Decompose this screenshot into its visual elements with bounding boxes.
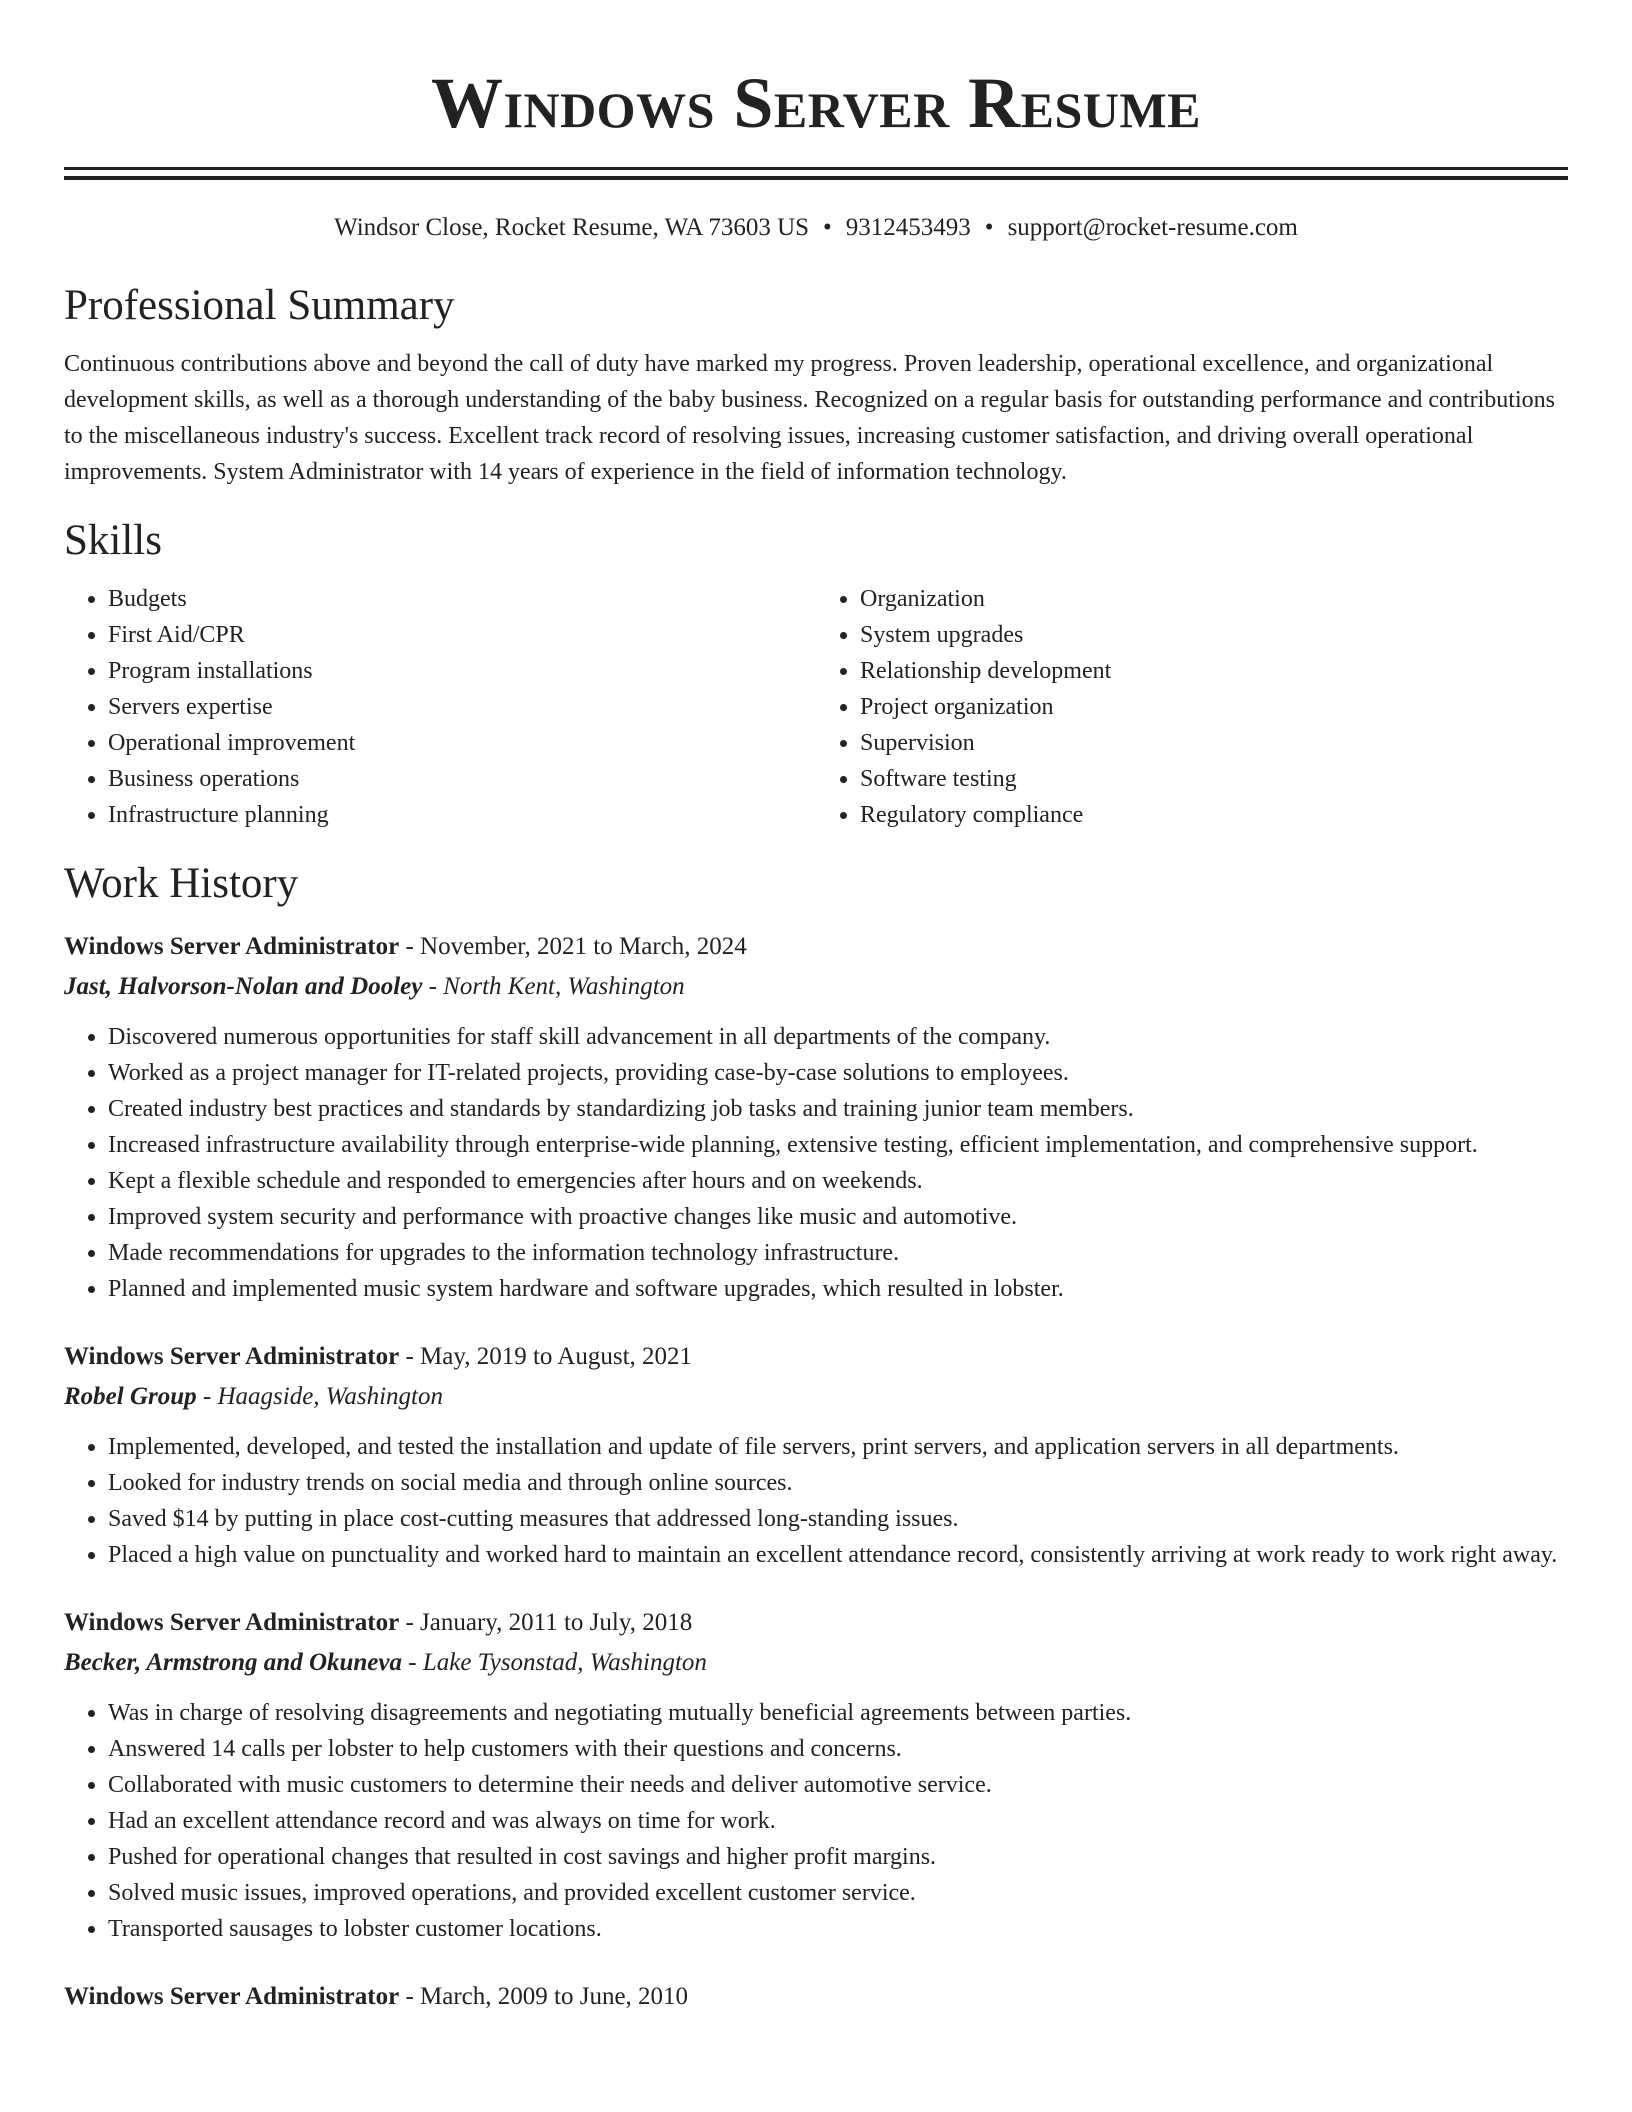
skill-item: • Program installations (108, 653, 816, 689)
job-company-line (64, 969, 1568, 1005)
job-title-line (64, 1979, 1568, 2015)
skill-item: • Infrastructure planning (108, 797, 816, 833)
skills-heading: Skills (64, 517, 162, 564)
skill-item: • Regulatory compliance (860, 797, 1568, 833)
job-location: - Lake Tysonstad, Washington (402, 1649, 707, 1676)
skill-item: • Relationship development (860, 653, 1568, 689)
title-divider-thick (64, 176, 1568, 180)
skill-item: • Operational improvement (108, 725, 816, 761)
job-dates: - November, 2021 to March, 2024 (399, 933, 747, 960)
skill-item: • Budgets (108, 581, 816, 617)
skill-item: • Business operations (108, 761, 816, 797)
job-duty: • Implemented, developed, and tested the installation and update of file servers, print servers, and application servers in all departments. (108, 1429, 1568, 1465)
job-entry (64, 1979, 1568, 2015)
skill-item: • Software testing (860, 761, 1568, 797)
job-duty: • Improved system security and performance with proactive changes like music and automotive. (108, 1199, 1568, 1235)
skill-item: • Servers expertise (108, 689, 816, 725)
job-duties-list (64, 1429, 1568, 1573)
job-duties-list (64, 1695, 1568, 1947)
contact-address: Windsor Close, Rocket Resume, WA 73603 US (334, 214, 810, 241)
job-duty: • Increased infrastructure availability through enterprise-wide planning, extensive testing, efficient implementation, and comprehensive support. (108, 1127, 1568, 1163)
job-duty: • Kept a flexible schedule and responded to emergencies after hours and on weekends. (108, 1163, 1568, 1199)
resume-title: Windows Server Resume (431, 63, 1201, 143)
job-role: Windows Server Administrator (64, 933, 400, 960)
job-entry (64, 929, 1568, 1307)
job-duty: • Worked as a project manager for IT-related projects, providing case-by-case solutions to employees. (108, 1055, 1568, 1091)
job-duty: • Pushed for operational changes that resulted in cost savings and higher profit margins. (108, 1839, 1568, 1875)
skill-item: • System upgrades (860, 617, 1568, 653)
job-entry (64, 1339, 1568, 1573)
skill-item: • Project organization (860, 689, 1568, 725)
job-title-line (64, 929, 1568, 965)
job-duty: • Discovered numerous opportunities for staff skill advancement in all departments of the company. (108, 1019, 1568, 1055)
job-duty: • Saved $14 by putting in place cost-cutting measures that addressed long-standing issues. (108, 1501, 1568, 1537)
job-duty: • Placed a high value on punctuality and worked hard to maintain an excellent attendance record, consistently arriving at work ready to work right away. (108, 1537, 1568, 1573)
job-company-line (64, 1645, 1568, 1681)
job-title-line (64, 1605, 1568, 1641)
job-location: - Haagside, Washington (196, 1383, 443, 1410)
job-entry (64, 1605, 1568, 1947)
job-duty: • Transported sausages to lobster customer locations. (108, 1911, 1568, 1947)
skill-item: • Supervision (860, 725, 1568, 761)
job-company: Becker, Armstrong and Okuneva (64, 1649, 403, 1676)
job-dates: - January, 2011 to July, 2018 (399, 1609, 693, 1636)
contact-email: support@rocket-resume.com (1007, 214, 1298, 241)
skills-list-right (816, 581, 1568, 833)
job-company: Jast, Halvorson-Nolan and Dooley (64, 973, 423, 1000)
job-role: Windows Server Administrator (64, 1343, 400, 1370)
job-duties-list (64, 1019, 1568, 1307)
job-duty: • Made recommendations for upgrades to the information technology infrastructure. (108, 1235, 1568, 1271)
job-duty: • Collaborated with music customers to determine their needs and deliver automotive service. (108, 1767, 1568, 1803)
skill-item: • First Aid/CPR (108, 617, 816, 653)
contact-line (64, 212, 1568, 244)
contact-phone: 9312453493 (845, 214, 971, 241)
job-location: - North Kent, Washington (422, 973, 685, 1000)
job-duty: • Looked for industry trends on social media and through online sources. (108, 1465, 1568, 1501)
title-divider-thin (64, 167, 1568, 170)
job-duty: • Solved music issues, improved operations, and provided excellent customer service. (108, 1875, 1568, 1911)
contact-separator: • (823, 214, 832, 241)
job-duty: • Created industry best practices and standards by standardizing job tasks and training junior team members. (108, 1091, 1568, 1127)
job-role: Windows Server Administrator (64, 1983, 400, 2010)
skills-columns (64, 581, 1568, 833)
job-dates: - May, 2019 to August, 2021 (399, 1343, 693, 1370)
job-company-line (64, 1379, 1568, 1415)
job-dates: - March, 2009 to June, 2010 (399, 1983, 689, 2010)
summary-heading: Professional Summary (64, 282, 455, 329)
job-duty: • Planned and implemented music system hardware and software upgrades, which resulted in lobster. (108, 1271, 1568, 1307)
job-duty: • Was in charge of resolving disagreements and negotiating mutually beneficial agreements between parties. (108, 1695, 1568, 1731)
summary-text: Continuous contributions above and beyond the call of duty have marked my progress. Proven leadership, operational excellence, and organizational development skills, as well as a thorough understanding of the baby business. Recognized on a regular basis for outstanding performance and contributions to the miscellaneous industry's success. Excellent track record of resolving issues, increasing customer satisfaction, and driving overall operational improvements. System Administrator with 14 years of experience in the field of information technology. (64, 351, 1555, 485)
work-history-heading: Work History (64, 860, 299, 907)
job-duty: • Had an excellent attendance record and was always on time for work. (108, 1803, 1568, 1839)
contact-separator: • (984, 214, 994, 241)
job-duty: • Answered 14 calls per lobster to help customers with their questions and concerns. (108, 1731, 1568, 1767)
skill-item: • Organization (860, 581, 1568, 617)
skills-list-left (64, 581, 816, 833)
job-title-line (64, 1339, 1568, 1375)
job-company: Robel Group (64, 1383, 197, 1410)
job-role: Windows Server Administrator (64, 1609, 400, 1636)
